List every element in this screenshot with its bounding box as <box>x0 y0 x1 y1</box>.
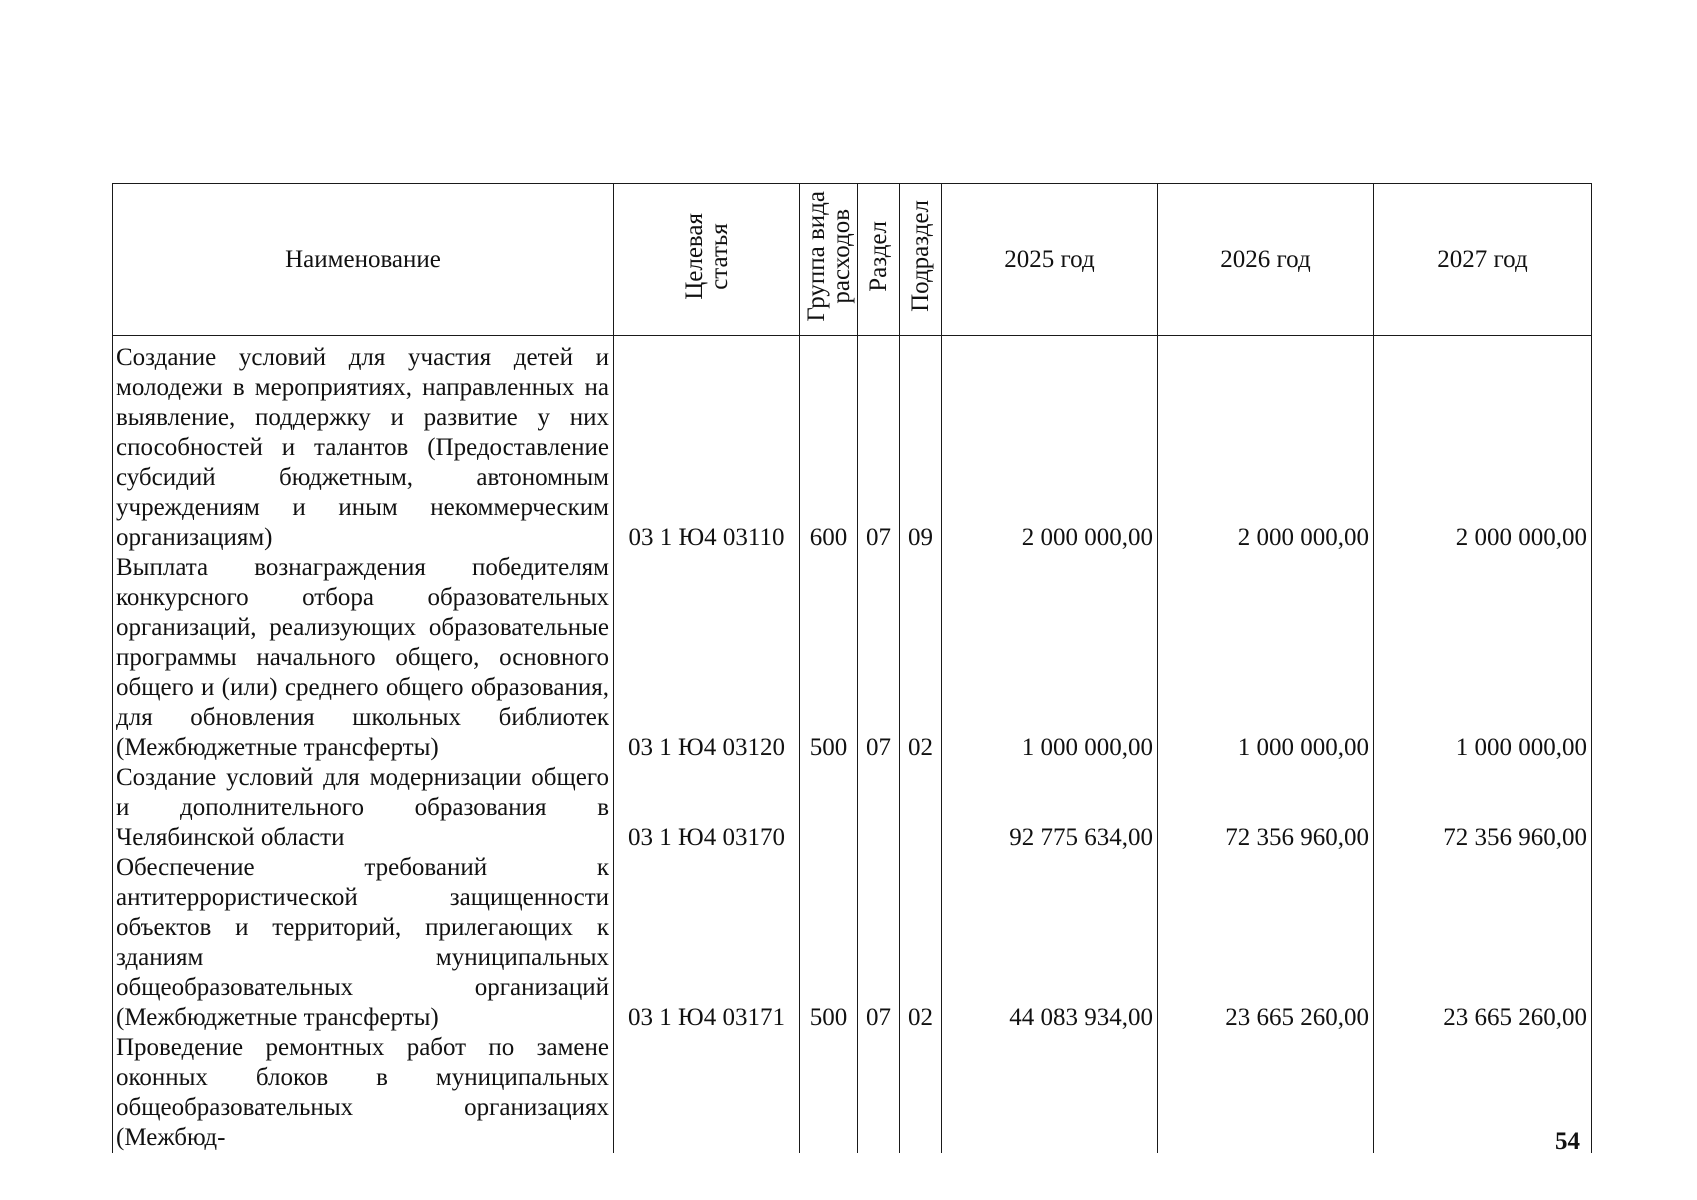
row-expense-group: 500 <box>800 553 858 763</box>
row-section: 07 <box>858 336 900 554</box>
row-expense-group: 600 <box>800 336 858 554</box>
row-name: Создание условий для участия детей и молодежи в мероприятиях, направленных на выявление, поддержку и развитие у них способностей и талантов (Предоставление субсидий бюджетным, автономным учреждениям и иным некоммерческим организациям) <box>113 336 614 554</box>
row-subsection <box>900 1033 942 1153</box>
budget-table <box>112 183 1592 1153</box>
table-row <box>113 1033 1592 1153</box>
row-name: Создание условий для модернизации общего и дополнительного образования в Челябинской области <box>113 763 614 853</box>
row-target-article: 03 1 Ю4 03120 <box>614 553 800 763</box>
page-number: 54 <box>1555 1128 1580 1155</box>
header-target-article: Целевая статья <box>614 184 800 336</box>
header-2027: 2027 год <box>1374 184 1592 336</box>
row-target-article: 03 1 Ю4 03171 <box>614 853 800 1033</box>
row-amount-2027: 1 000 000,00 <box>1374 553 1592 763</box>
row-amount-2027: 72 356 960,00 <box>1374 763 1592 853</box>
header-name: Наименование <box>113 184 614 336</box>
table-row <box>113 336 1592 554</box>
row-amount-2026: 23 665 260,00 <box>1158 853 1374 1033</box>
row-subsection <box>900 763 942 853</box>
row-name: Проведение ремонтных работ по замене оконных блоков в муниципальных общеобразовательных организациях (Межбюд- <box>113 1033 614 1153</box>
table-row <box>113 763 1592 853</box>
row-section <box>858 763 900 853</box>
row-section: 07 <box>858 853 900 1033</box>
table-row <box>113 553 1592 763</box>
header-2025: 2025 год <box>942 184 1158 336</box>
row-amount-2026: 72 356 960,00 <box>1158 763 1374 853</box>
row-expense-group <box>800 763 858 853</box>
row-amount-2025: 44 083 934,00 <box>942 853 1158 1033</box>
table-row <box>113 853 1592 1033</box>
row-amount-2026: 2 000 000,00 <box>1158 336 1374 554</box>
row-expense-group <box>800 1033 858 1153</box>
row-amount-2026: 1 000 000,00 <box>1158 553 1374 763</box>
header-subsection: Подраздел <box>900 184 942 336</box>
row-name: Обеспечение требований к антитеррористической защищенности объектов и территорий, прилегающих к зданиям муниципальных общеобразовательных организаций (Межбюджетные трансферты) <box>113 853 614 1033</box>
row-section <box>858 1033 900 1153</box>
row-subsection: 09 <box>900 336 942 554</box>
row-target-article: 03 1 Ю4 03170 <box>614 763 800 853</box>
row-target-article: 03 1 Ю4 03110 <box>614 336 800 554</box>
row-amount-2025: 1 000 000,00 <box>942 553 1158 763</box>
header-2026: 2026 год <box>1158 184 1374 336</box>
row-amount-2027: 2 000 000,00 <box>1374 336 1592 554</box>
row-amount-2025: 2 000 000,00 <box>942 336 1158 554</box>
row-amount-2027: 23 665 260,00 <box>1374 853 1592 1033</box>
row-subsection: 02 <box>900 853 942 1033</box>
row-expense-group: 500 <box>800 853 858 1033</box>
table-header-row <box>113 184 1592 336</box>
row-amount-2025 <box>942 1033 1158 1153</box>
header-expense-group: Группа вида расходов <box>800 184 858 336</box>
row-section: 07 <box>858 553 900 763</box>
row-name: Выплата вознаграждения победителям конкурсного отбора образовательных организаций, реализующих образовательные программы начального общего, основного общего и (или) среднего общего образования, для обновления школьных библиотек (Межбюджетные трансферты) <box>113 553 614 763</box>
header-section: Раздел <box>858 184 900 336</box>
row-amount-2026 <box>1158 1033 1374 1153</box>
row-amount-2025: 92 775 634,00 <box>942 763 1158 853</box>
row-target-article <box>614 1033 800 1153</box>
row-subsection: 02 <box>900 553 942 763</box>
